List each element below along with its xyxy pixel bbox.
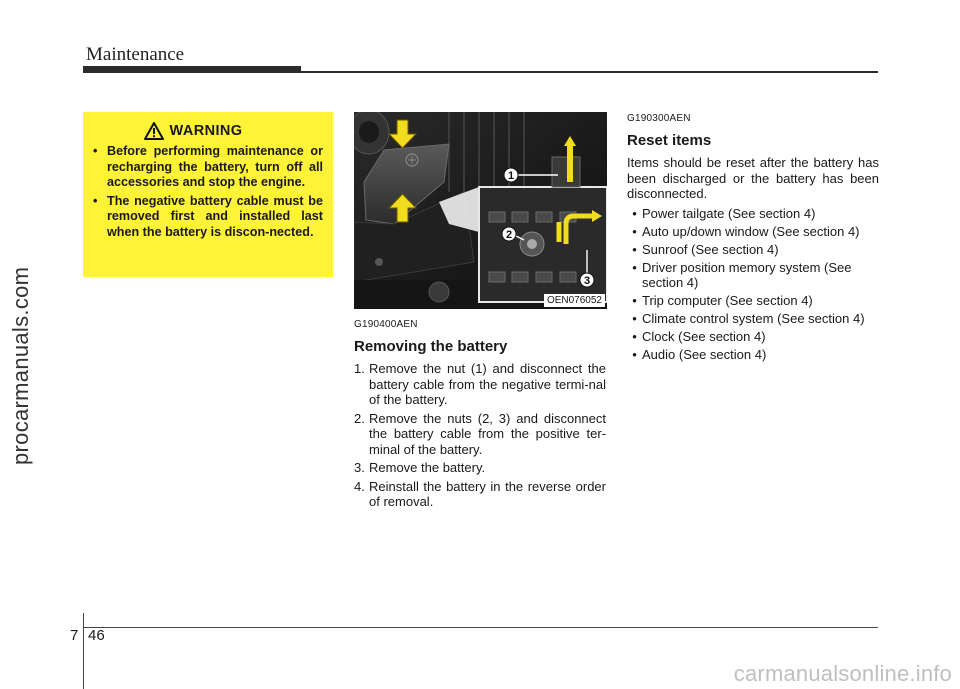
warning-header [63,122,323,140]
list-item: • Driver position memory system (See section 4) [627,260,879,291]
warning-item: • The negative battery cable must be removed first and installed last when the battery is discon-nected. [93,194,323,241]
reset-intro: Items should be reset after the battery has been discharged or the battery has been disconnected. [627,155,879,201]
list-item: • Clock (See section 4) [627,329,879,345]
battery-illustration [354,112,607,309]
warning-list [93,144,323,241]
figure-code: OEN076052 [544,294,605,307]
section-code: G190400AEN [354,319,418,330]
list-item: • Power tailgate (See section 4) [627,206,879,222]
list-item: • Sunroof (See section 4) [627,242,879,258]
page-number: 46 [88,627,105,644]
bottom-watermark: carmanualsonline.info [733,661,952,686]
list-item: • Climate control system (See section 4) [627,311,879,327]
list-item: • Audio (See section 4) [627,347,879,363]
callout-1 [504,168,518,182]
step-item: 4. Reinstall the battery in the reverse order of removal. [354,478,606,509]
svg-text:3: 3 [583,275,591,287]
warning-item: • Before performing maintenance or recharging the battery, turn off all accessories and stop the engine. [93,144,323,191]
callout-3 [580,273,594,287]
svg-text:2: 2 [505,229,513,241]
warning-triangle-icon [144,122,164,140]
reset-section [627,111,879,365]
callout-2 [502,227,516,241]
header-rule [83,71,878,73]
removal-steps [354,361,606,510]
reset-list [627,206,879,363]
footer-divider [83,613,84,689]
step-item: 2. Remove the nuts (2, 3) and disconnect the battery cable from the positive ter-minal of the battery. [354,410,606,457]
section-code: G190300AEN [627,113,691,124]
list-item: • Trip computer (See section 4) [627,293,879,309]
section-heading: Removing the battery [354,337,508,355]
section-heading: Reset items [627,131,712,149]
list-item: • Auto up/down window (See section 4) [627,224,879,240]
chapter-number: 7 [70,627,79,644]
step-item: 3. Remove the battery. [354,460,486,475]
warning-title: WARNING [169,123,243,139]
svg-text:1: 1 [507,170,515,182]
battery-photo [354,112,607,309]
step-item: 1. Remove the nut (1) and disconnect the battery cable from the negative termi-nal of the battery. [354,361,606,407]
page-header-title: Maintenance [86,44,185,65]
warning-box [83,112,333,277]
footer-rule [83,627,878,628]
side-watermark: procarmanuals.com [8,266,33,465]
removing-section [354,317,606,513]
